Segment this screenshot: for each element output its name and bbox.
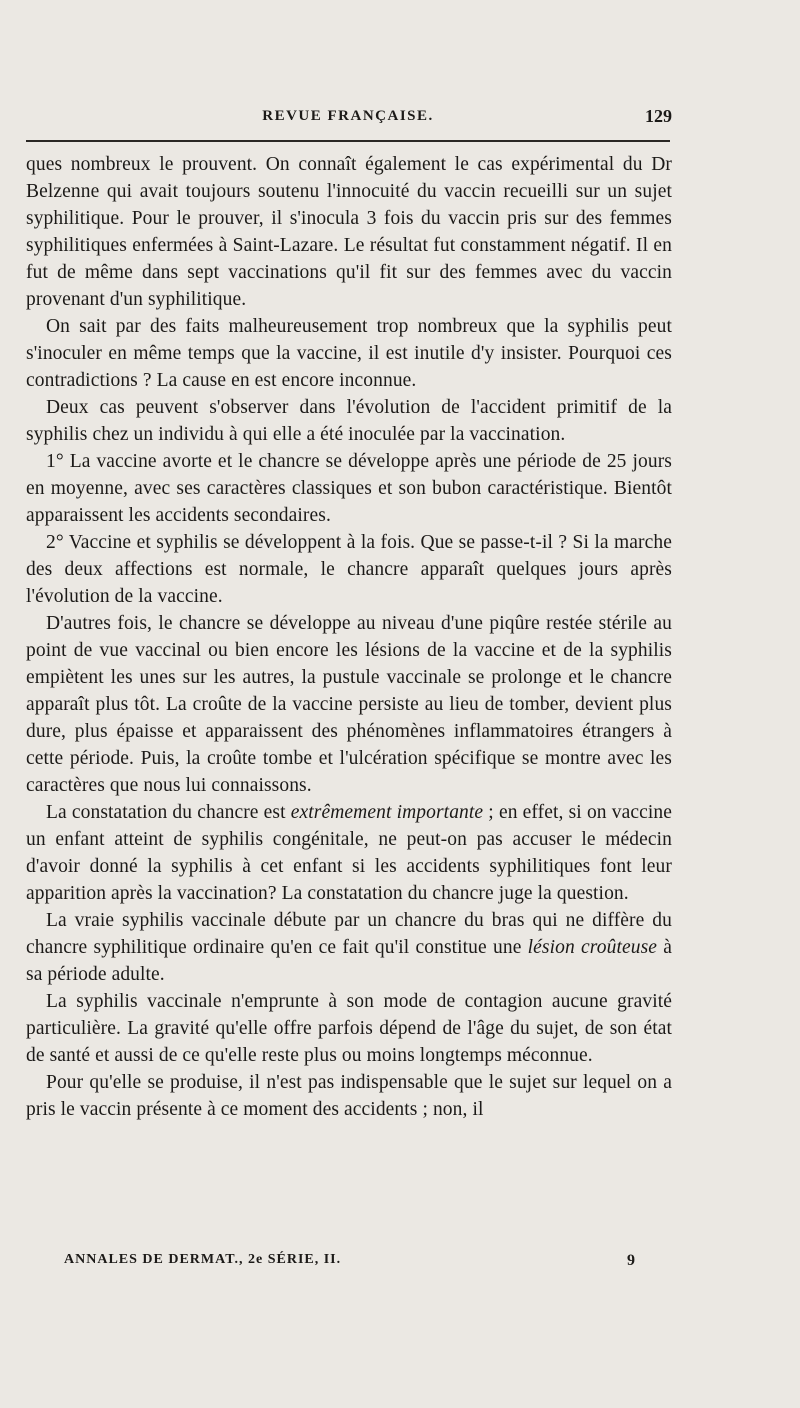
journal-footer: ANNALES DE DERMAT., 2e SÉRIE, II.	[64, 1252, 342, 1267]
paragraph-6: D'autres fois, le chancre se développe au niveau d'une piqûre restée stérile au point de vue vaccinal ou bien encore les lésions de la vaccine et de la syphilis empiètent les unes sur les autres, la pustule vaccinale se prolonge et le chancre apparaît plus tôt. La croûte de la vaccine persiste au lieu de tomber, devient plus dure, plus épaisse et apparaissent des phénomènes inflammatoires étrangers à cette période. Puis, la croûte tombe et l'ulcération spécifique se montre avec les caractères que nous lui connaissons.	[26, 613, 672, 796]
paragraph-3: Deux cas peuvent s'observer dans l'évolution de l'accident primitif de la syphilis chez un individu à qui elle a été inoculée par la vaccination.	[26, 397, 672, 445]
paragraph-8	[26, 907, 672, 988]
paragraph-7-start: La constatation du chancre est	[46, 802, 291, 823]
paragraph-1: ques nombreux le prouvent. On connaît également le cas expérimental du Dr Belzenne qui avait toujours soutenu l'innocuité du vaccin recueilli sur un sujet syphilitique. Pour le prouver, il s'inocula 3 fois du vaccin pris sur des femmes syphilitiques enfermées à Saint-Lazare. Le résultat fut constamment négatif. Il en fut de même dans sept vaccinations qu'il fit sur des femmes avec du vaccin provenant d'un syphilitique.	[26, 154, 672, 310]
paragraph-7	[26, 799, 672, 907]
paragraph-7-end: ; en effet, si on vaccine un enfant atteint de syphilis congénitale, ne peut-on pas accuser le médecin d'avoir donné la syphilis à cet enfant si les accidents syphilitiques font leur apparition après la vaccination? La constatation du chancre juge la question.	[26, 802, 672, 904]
paragraph-8-end: à sa période adulte.	[26, 937, 672, 985]
page-header	[24, 104, 672, 130]
paragraph-10: Pour qu'elle se produise, il n'est pas indispensable que le sujet sur lequel on a pris le vaccin présente à ce moment des accidents ; non, il	[26, 1072, 672, 1120]
paragraph-7-emphasis: extrêmement importante	[290, 802, 484, 823]
paragraph-2: On sait par des faits malheureusement trop nombreux que la syphilis peut s'inoculer en même temps que la vaccine, il est inutile d'y insister. Pourquoi ces contradictions ? La cause en est encore inconnue.	[26, 316, 672, 391]
signature-mark: 9	[627, 1252, 636, 1269]
page-number: 129	[645, 106, 672, 126]
header-rule	[26, 140, 670, 142]
paragraph-4: 1° La vaccine avorte et le chancre se développe après une période de 25 jours en moyenne, avec ses caractères classiques et son bubon caractéristique. Bientôt apparaissent les accidents secondaires.	[26, 451, 672, 526]
paragraph-9: La syphilis vaccinale n'emprunte à son mode de contagion aucune gravité particulière. La gravité qu'elle offre parfois dépend de l'âge du sujet, de son état de santé et aussi de ce qu'elle reste plus ou moins longtemps méconnue.	[26, 991, 672, 1066]
paragraph-8-start: La vraie syphilis vaccinale débute par un chancre du bras qui ne diffère du chancre syphilitique ordinaire qu'en ce fait qu'il constitue une	[26, 910, 672, 958]
paragraph-8-emphasis: lésion croûteuse	[527, 937, 658, 958]
running-title: REVUE FRANÇAISE.	[262, 108, 434, 124]
paragraph-5: 2° Vaccine et syphilis se développent à la fois. Que se passe-t-il ? Si la marche des deux affections est normale, le chancre apparaît quelques jours après l'évolution de la vaccine.	[26, 532, 672, 607]
body-text	[26, 151, 672, 1123]
page-footer	[64, 1252, 636, 1274]
